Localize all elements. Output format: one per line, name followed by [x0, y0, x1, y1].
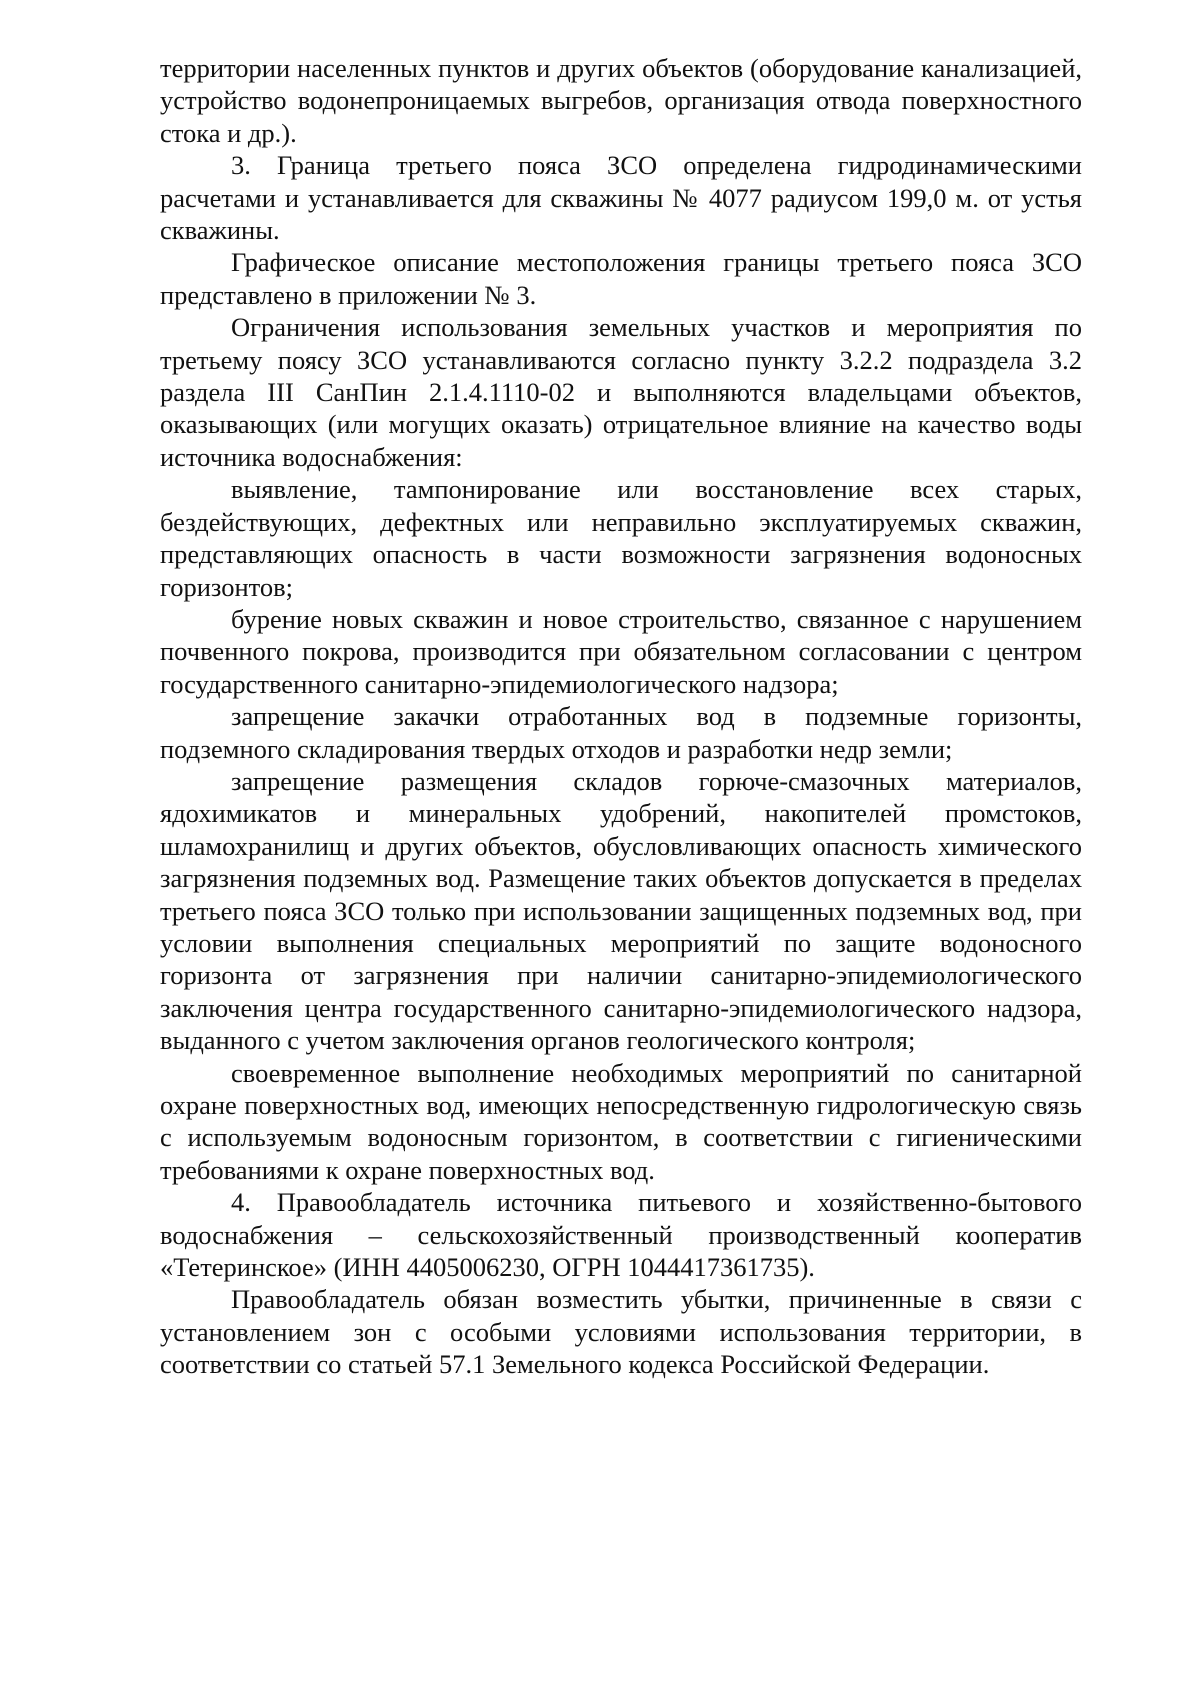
paragraph-graphic-description: Графическое описание местоположения границы третьего пояса ЗСО представлено в приложении № 3. — [160, 247, 1082, 310]
paragraph-item-4-rights-holder: 4. Правообладатель источника питьевого и хозяйственно-бытового водоснабжения – сельскохозяйственный производственный кооператив «Тетеринское» (ИНН 4405006230, ОГРН 1044417361735). — [160, 1187, 1082, 1283]
paragraph-restrictions: Ограничения использования земельных участков и мероприятия по третьему поясу ЗСО устанавливаются согласно пункту 3.2.2 подраздела 3.2 раздела III СанПин 2.1.4.1110-02 и выполняются владельцами объектов, оказывающих (или могущих оказать) отрицательное влияние на качество воды источника водоснабжения: — [160, 312, 1082, 472]
list-item-well-identification: выявление, тампонирование или восстановление всех старых, бездействующих, дефектных или неправильно эксплуатируемых скважин, представляющих опасность в части возможности загрязнения водоносных горизонтов; — [160, 474, 1082, 602]
list-item-drilling: бурение новых скважин и новое строительство, связанное с нарушением почвенного покрова, производится при обязательном согласовании с центром государственного санитарно-эпидемиологического надзора; — [160, 603, 1082, 699]
paragraph-compensation: Правообладатель обязан возместить убытки, причиненные в связи с установлением зон с особыми условиями использования территории, в соответствии со статьей 57.1 Земельного кодекса Российской Федерации. — [160, 1284, 1082, 1380]
list-item-storage-ban: запрещение размещения складов горюче-смазочных материалов, ядохимикатов и минеральных удобрений, накопителей промстоков, шламохранилищ и других объектов, обусловливающих опасность химического загрязнения подземных вод. Размещение таких объектов допускается в пределах третьего пояса ЗСО только при использовании защищенных подземных вод, при условии выполнения специальных мероприятий по защите водоносного горизонта от загрязнения при наличии санитарно-эпидемиологического заключения центра государственного санитарно-эпидемиологического надзора, выданного с учетом заключения органов геологического контроля; — [160, 765, 1082, 1056]
list-item-surface-water-protection: своевременное выполнение необходимых мероприятий по санитарной охране поверхностных вод, имеющих непосредственную гидрологическую связь с используемым водоносным горизонтом, в соответствии с гигиеническими требованиями к охране поверхностных вод. — [160, 1057, 1082, 1185]
paragraph-continuation: территории населенных пунктов и других объектов (оборудование канализацией, устройство водонепроницаемых выгребов, организация отвода поверхностного стока и др.). — [160, 53, 1082, 148]
document-page — [160, 52, 1082, 1381]
paragraph-item-3-zone-boundary: 3. Граница третьего пояса ЗСО определена гидродинамическими расчетами и устанавливается для скважины № 4077 радиусом 199,0 м. от устья скважины. — [160, 150, 1082, 246]
list-item-injection-ban: запрещение закачки отработанных вод в подземные горизонты, подземного складирования твердых отходов и разработки недр земли; — [160, 701, 1082, 764]
